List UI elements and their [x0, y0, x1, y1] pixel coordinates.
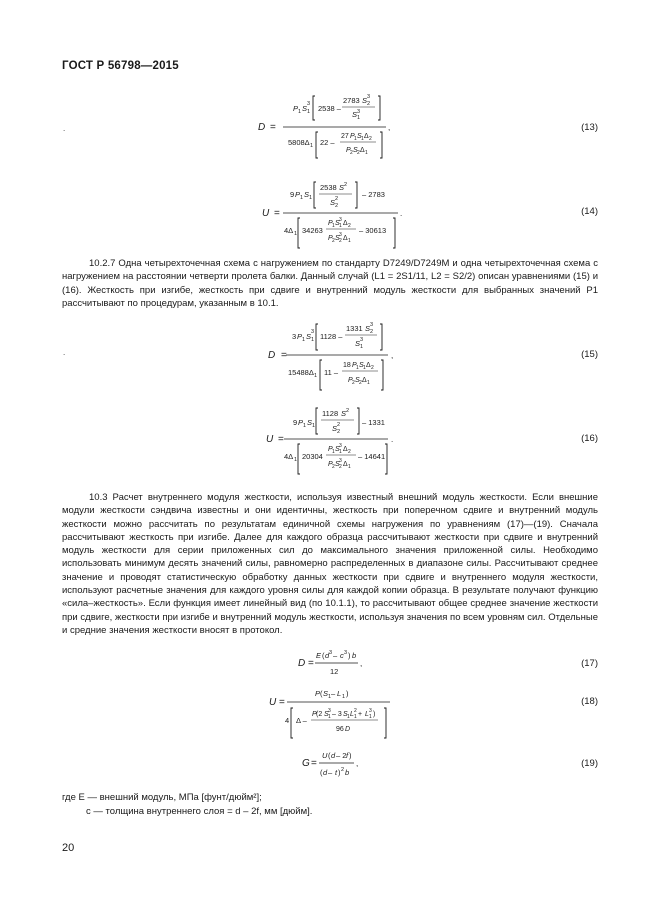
svg-text:2: 2 [332, 238, 335, 244]
svg-text:2: 2 [369, 136, 372, 142]
svg-text:2: 2 [350, 150, 353, 156]
eq18-lhs: U [269, 697, 277, 708]
svg-text:1: 1 [298, 109, 302, 115]
svg-text:+: + [358, 711, 363, 718]
equation-15 [0, 318, 646, 392]
svg-text:d: d [325, 651, 330, 660]
svg-text:3: 3 [367, 94, 371, 100]
svg-text:,: , [391, 351, 394, 360]
svg-text:1: 1 [303, 423, 307, 429]
svg-text:20304: 20304 [302, 452, 323, 461]
svg-text:2783: 2783 [343, 96, 360, 105]
svg-text:1: 1 [332, 223, 335, 229]
svg-text:=: = [279, 697, 285, 708]
svg-text:1: 1 [363, 365, 366, 371]
eq13-lhs: D [258, 122, 266, 133]
svg-text:1: 1 [347, 714, 350, 720]
svg-text:96: 96 [336, 726, 344, 733]
svg-text:2: 2 [371, 365, 374, 371]
svg-text:2538: 2538 [320, 183, 337, 192]
svg-text:(: ( [322, 651, 325, 660]
svg-text:27: 27 [341, 133, 349, 140]
svg-text:1: 1 [361, 136, 364, 142]
svg-text:P: P [328, 446, 333, 453]
svg-text:): ) [373, 711, 376, 718]
svg-text:1: 1 [307, 109, 311, 115]
svg-text:P: P [297, 332, 303, 341]
svg-text:2: 2 [339, 464, 342, 470]
equation-13 [0, 88, 646, 160]
equation-17 [0, 648, 646, 680]
paragraph-10-3 [62, 491, 598, 637]
paragraph-text: 10.3 Расчет внутреннего модуля жесткости, используя известный внешний модуль жесткости. Если внешние модули жесткости сэндвича известны и они идентичны, жесткость при поперечном сдвиге и внутренний модуль жесткости можно рассчитать по результатам единичной схемы нагружения по уравнениям (17)—(19). Сначала рассчитывают жесткость при изгибе. Далее для каждого образца рассчитывают жесткости при сдвиге и внутренний модуль жесткости для серии приложенных сил до максимального значения приложенной силы. Необходимо использовать минимум десять значений силы, равномерно распределенных в диапазоне силы. Рассчитывают среднее значение и проводят статистическую обработку данных жесткости при сдвиге и внутреннего модуля жесткости, используют расчетные значения для каждого уровня силы для каждой копии образца. В результате получают функцию «сила–жесткость». Если функция имеет линейный вид (по 10.1.1), то рассчитывают общее среднее значение жесткости при сдвиге, жесткости при изгибе и внутренний модуль жесткости, используя значения по всем уровням сил. Отдельные и средние значения жесткости вносят в протокол. [62, 492, 598, 636]
svg-text:2: 2 [370, 329, 374, 335]
svg-text:S: S [335, 235, 340, 242]
svg-text:4Δ: 4Δ [284, 226, 294, 235]
svg-text:S: S [330, 198, 336, 207]
svg-text:Δ: Δ [343, 446, 348, 453]
svg-text:.: . [391, 435, 394, 444]
eq14-lhs: U [262, 208, 270, 219]
svg-text:c: c [340, 651, 344, 660]
svg-text:1: 1 [339, 223, 342, 229]
svg-text:1: 1 [328, 714, 331, 720]
svg-text:1: 1 [365, 150, 368, 156]
svg-text:3: 3 [339, 443, 342, 449]
svg-text:1: 1 [357, 115, 361, 121]
equation-16-formula [0, 404, 646, 478]
svg-text:12: 12 [330, 667, 339, 676]
eq16-lhs: U [266, 434, 274, 445]
svg-text:1: 1 [348, 238, 351, 244]
svg-text:1: 1 [360, 344, 364, 350]
svg-text:15488Δ: 15488Δ [288, 368, 314, 377]
svg-text:(: ( [320, 689, 323, 698]
svg-text:2: 2 [348, 449, 351, 455]
svg-text:=: = [274, 208, 280, 219]
svg-text:E: E [316, 651, 322, 660]
svg-text:1: 1 [309, 195, 313, 201]
svg-text:(: ( [328, 751, 331, 760]
eq15-lhs: D [268, 350, 276, 361]
svg-text:2: 2 [337, 422, 341, 428]
svg-text:P: P [298, 418, 304, 427]
svg-text:– 1331: – 1331 [362, 418, 385, 427]
svg-text:f: f [346, 751, 349, 760]
definition-c: c — толщина внутреннего слоя = d – 2f, мм [дюйм]. [86, 806, 313, 817]
svg-text:1: 1 [328, 694, 332, 700]
svg-text:3: 3 [329, 650, 333, 656]
svg-text:): ) [346, 689, 349, 698]
stray-mark: . [63, 124, 66, 133]
equation-number: (17) [581, 658, 598, 669]
svg-text:18: 18 [343, 362, 351, 369]
svg-text:4: 4 [285, 716, 290, 725]
svg-text:): ) [349, 751, 352, 760]
svg-text:,: , [360, 659, 363, 668]
svg-text:4Δ: 4Δ [284, 452, 294, 461]
svg-text:Δ: Δ [362, 377, 367, 384]
svg-text:3: 3 [339, 458, 342, 464]
svg-text:S: S [355, 377, 360, 384]
svg-text:– 3: – 3 [332, 711, 342, 718]
svg-text:3: 3 [344, 650, 348, 656]
equation-18 [0, 686, 646, 740]
svg-text:d: d [331, 751, 336, 760]
svg-text:S: S [324, 711, 329, 718]
svg-text:L: L [337, 689, 342, 698]
svg-text:1: 1 [339, 449, 342, 455]
svg-text:P: P [328, 461, 333, 468]
definition-e: где E — внешний модуль, МПа [фунт/дюйм²]; [62, 792, 262, 803]
svg-text:– 2783: – 2783 [362, 190, 385, 199]
svg-text:(2: (2 [316, 711, 323, 718]
svg-text:S: S [353, 147, 358, 154]
variable-definitions [62, 791, 312, 819]
svg-text:U: U [322, 751, 328, 760]
svg-text:3: 3 [339, 232, 342, 238]
svg-text:–: – [333, 651, 338, 660]
equation-17-formula [0, 648, 646, 680]
svg-text:=: = [311, 758, 317, 769]
svg-text:1: 1 [311, 337, 315, 343]
svg-text:1: 1 [294, 231, 298, 237]
svg-text:2: 2 [344, 182, 348, 188]
svg-text:1: 1 [314, 373, 318, 379]
svg-text:1128 –: 1128 – [320, 332, 343, 341]
svg-text:=: = [308, 658, 314, 669]
svg-text:Δ: Δ [366, 362, 371, 369]
svg-text:L: L [350, 711, 354, 718]
paragraph-text: 10.2.7 Одна четырехточечная схема с нагружением по стандарту D7249/D7249M и одна четырехточечная схема с нагружением на расстоянии четверти пролета балки. Данный случай (L1 = 2S1/11, L2 = S2/2) описан уравнениями (15) и (16). Жесткость при изгибе, жесткость при сдвиге и внутренний модуль жесткости для выбранных значений P1 рассчитывают по процедурам, указанным в 10.1. [62, 258, 598, 309]
svg-text:,: , [388, 123, 391, 132]
svg-text:1: 1 [356, 365, 359, 371]
svg-text:S: S [341, 409, 347, 418]
svg-text:22 –: 22 – [320, 138, 335, 147]
svg-text:): ) [348, 651, 351, 660]
svg-text:– 30613: – 30613 [359, 226, 387, 235]
svg-text:d: d [323, 768, 328, 777]
svg-text:2: 2 [332, 464, 335, 470]
svg-text:1: 1 [369, 714, 372, 720]
svg-text:,: , [356, 759, 359, 768]
svg-text:–: – [331, 689, 336, 698]
svg-text:1: 1 [310, 143, 314, 149]
svg-text:3: 3 [357, 109, 361, 115]
eq17-lhs: D [298, 658, 306, 669]
svg-text:1331: 1331 [346, 324, 363, 333]
svg-text:2: 2 [335, 196, 339, 202]
svg-text:2: 2 [339, 238, 342, 244]
page-number: 20 [62, 842, 75, 854]
svg-text:1: 1 [342, 694, 346, 700]
svg-text:S: S [335, 446, 340, 453]
svg-text:1: 1 [332, 449, 335, 455]
svg-text:P: P [348, 377, 353, 384]
svg-text:): ) [338, 768, 341, 777]
svg-text:2538 –: 2538 – [318, 104, 341, 113]
svg-text:=: = [278, 434, 284, 445]
svg-text:S: S [323, 689, 329, 698]
svg-text:P: P [295, 190, 301, 199]
svg-text:1: 1 [348, 464, 351, 470]
svg-text:P: P [346, 147, 351, 154]
equation-13-formula [0, 88, 646, 160]
svg-text:D: D [345, 726, 351, 733]
svg-text:3: 3 [360, 337, 364, 343]
svg-text:9: 9 [290, 190, 295, 199]
svg-text:Δ: Δ [364, 133, 369, 140]
svg-text:1128: 1128 [322, 409, 339, 418]
svg-text:3: 3 [339, 217, 342, 223]
equation-number: (18) [581, 696, 598, 707]
svg-text:S: S [365, 324, 371, 333]
svg-text:P: P [328, 235, 333, 242]
svg-text:L: L [365, 711, 369, 718]
equation-number: (16) [581, 433, 598, 444]
svg-text:S: S [332, 424, 338, 433]
paragraph-10-2-7 [62, 257, 598, 310]
svg-text:1: 1 [354, 136, 357, 142]
svg-text:3: 3 [328, 708, 331, 714]
svg-text:– 2: – 2 [336, 751, 347, 760]
svg-text:5808Δ: 5808Δ [288, 138, 310, 147]
equation-14 [0, 176, 646, 250]
svg-text:P: P [315, 689, 321, 698]
svg-text:2: 2 [341, 767, 345, 773]
svg-text:b: b [345, 768, 350, 777]
svg-text:S: S [304, 190, 310, 199]
eq19-lhs: G [302, 758, 310, 769]
svg-text:Δ: Δ [343, 220, 348, 227]
svg-text:2: 2 [367, 101, 371, 107]
svg-text:Δ: Δ [360, 147, 365, 154]
svg-text:S: S [359, 362, 364, 369]
equation-number: (14) [581, 206, 598, 217]
equation-14-formula [0, 176, 646, 250]
svg-text:2: 2 [346, 408, 350, 414]
svg-text:Δ –: Δ – [296, 716, 307, 725]
svg-text:S: S [307, 418, 313, 427]
svg-text:S: S [355, 339, 361, 348]
svg-text:=: = [281, 350, 287, 361]
equation-number: (15) [581, 349, 598, 360]
svg-text:S: S [335, 461, 340, 468]
svg-text:t: t [335, 768, 338, 777]
document-header: ГОСТ Р 56798—2015 [62, 60, 179, 72]
svg-text:3: 3 [369, 708, 372, 714]
svg-text:1: 1 [312, 423, 316, 429]
equation-number: (13) [581, 122, 598, 133]
svg-text:P: P [352, 362, 357, 369]
equation-19-formula [0, 748, 646, 782]
svg-text:3: 3 [370, 322, 374, 328]
svg-text:(: ( [320, 768, 323, 777]
svg-text:2: 2 [359, 380, 362, 386]
svg-text:2: 2 [357, 150, 360, 156]
svg-text:S: S [302, 104, 308, 113]
svg-text:.: . [400, 209, 403, 218]
svg-text:2: 2 [337, 429, 341, 435]
svg-text:Δ: Δ [343, 235, 348, 242]
svg-text:3: 3 [292, 332, 297, 341]
svg-text:P: P [293, 104, 299, 113]
equation-19 [0, 748, 646, 782]
svg-text:3: 3 [311, 329, 315, 335]
svg-text:S: S [362, 96, 368, 105]
stray-mark: . [63, 348, 66, 357]
svg-text:1: 1 [367, 380, 370, 386]
svg-text:P: P [312, 711, 317, 718]
svg-text:S: S [343, 711, 348, 718]
svg-text:– 14641: – 14641 [358, 452, 386, 461]
svg-text:P: P [350, 133, 355, 140]
svg-text:34263: 34263 [302, 226, 323, 235]
svg-text:S: S [352, 110, 358, 119]
svg-text:11 –: 11 – [324, 368, 339, 377]
svg-text:S: S [339, 183, 345, 192]
svg-text:2: 2 [354, 708, 357, 714]
svg-text:S: S [357, 133, 362, 140]
svg-text:9: 9 [293, 418, 298, 427]
equation-number: (19) [581, 758, 598, 769]
svg-text:S: S [306, 332, 312, 341]
svg-text:Δ: Δ [343, 461, 348, 468]
svg-text:S: S [335, 220, 340, 227]
svg-text:2: 2 [335, 203, 339, 209]
svg-text:b: b [352, 651, 357, 660]
svg-text:1: 1 [294, 457, 298, 463]
svg-text:1: 1 [300, 195, 304, 201]
svg-text:=: = [270, 122, 276, 133]
equation-16 [0, 404, 646, 478]
equation-15-formula [0, 318, 646, 392]
svg-text:1: 1 [354, 714, 357, 720]
equation-18-formula [0, 686, 646, 740]
svg-text:2: 2 [348, 223, 351, 229]
svg-text:P: P [328, 220, 333, 227]
svg-text:3: 3 [307, 101, 311, 107]
svg-text:1: 1 [302, 337, 306, 343]
svg-text:2: 2 [352, 380, 355, 386]
svg-text:–: – [328, 768, 333, 777]
